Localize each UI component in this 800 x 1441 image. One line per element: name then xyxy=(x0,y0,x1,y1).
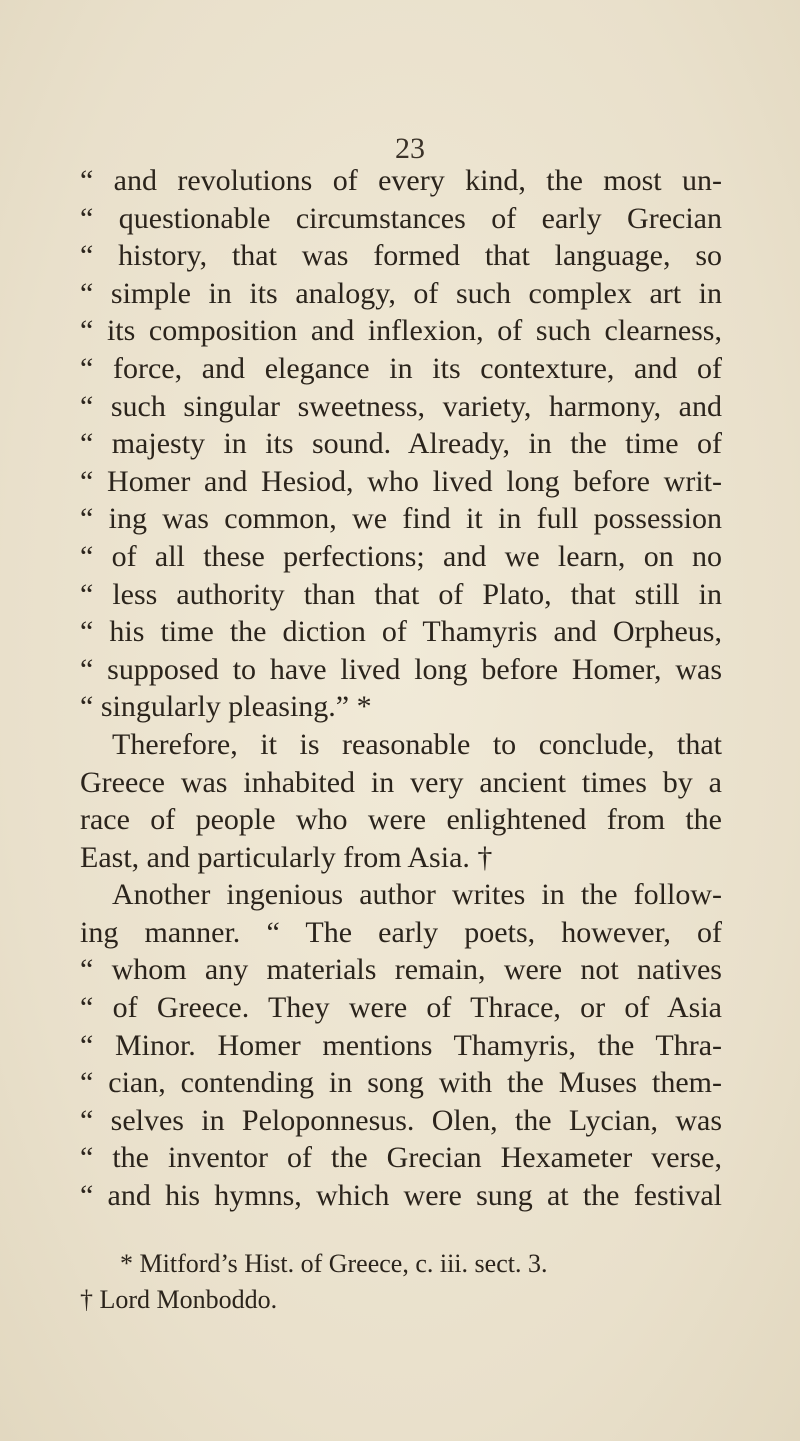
body-line: “ and revolutions of every kind, the most un- xyxy=(80,164,722,197)
body-line: “ supposed to have lived long before Homer, was xyxy=(80,652,722,686)
page-number: 23 xyxy=(395,132,425,165)
footnote: † Lord Monboddo. xyxy=(80,1285,278,1314)
body-line: “ of Greece. They were of Thrace, or of Asia xyxy=(80,991,722,1025)
body-line: “ the inventor of the Grecian Hexameter verse, xyxy=(80,1141,722,1175)
body-line: “ of all these perfections; and we learn, on no xyxy=(80,539,722,573)
body-line: ing manner. “ The early poets, however, of xyxy=(80,915,722,949)
body-line: Greece was inhabited in very ancient times by a xyxy=(80,765,722,799)
body-line: “ and his hymns, which were sung at the festival xyxy=(80,1179,722,1213)
body-line: “ cian, contending in song with the Muses them- xyxy=(80,1066,722,1100)
body-line: “ his time the diction of Thamyris and Orpheus, xyxy=(80,615,722,649)
body-text xyxy=(80,162,722,1215)
body-line: “ ing was common, we find it in full possession xyxy=(80,502,722,536)
paragraph-start-line: Another ingenious author writes in the follow- xyxy=(112,878,722,912)
body-line: “ singularly pleasing.” * xyxy=(80,690,372,724)
body-line: “ its composition and inflexion, of such clearness, xyxy=(80,314,722,348)
body-line: race of people who were enlightened from the xyxy=(80,803,722,837)
body-line: “ history, that was formed that language, so xyxy=(80,239,722,273)
footnotes xyxy=(80,1246,722,1318)
body-line: “ Homer and Hesiod, who lived long before writ- xyxy=(80,464,722,498)
paragraph-start-line: Therefore, it is reasonable to conclude, that xyxy=(112,727,722,761)
body-line: “ simple in its analogy, of such complex art in xyxy=(80,276,722,310)
body-line: “ such singular sweetness, variety, harmony, and xyxy=(80,389,722,423)
body-line: “ whom any materials remain, were not natives xyxy=(80,953,722,987)
body-line: “ force, and elegance in its contexture, and of xyxy=(80,351,722,385)
body-line: East, and particularly from Asia. † xyxy=(80,840,493,874)
body-line: “ selves in Peloponnesus. Olen, the Lycian, was xyxy=(80,1103,722,1137)
body-line: “ questionable circumstances of early Grecian xyxy=(80,201,722,235)
body-line: “ less authority than that of Plato, that still in xyxy=(80,577,722,611)
body-line: “ majesty in its sound. Already, in the time of xyxy=(80,427,722,461)
body-line: “ Minor. Homer mentions Thamyris, the Thra- xyxy=(80,1028,722,1062)
footnote: * Mitford’s Hist. of Greece, c. iii. sect. 3. xyxy=(120,1249,548,1278)
